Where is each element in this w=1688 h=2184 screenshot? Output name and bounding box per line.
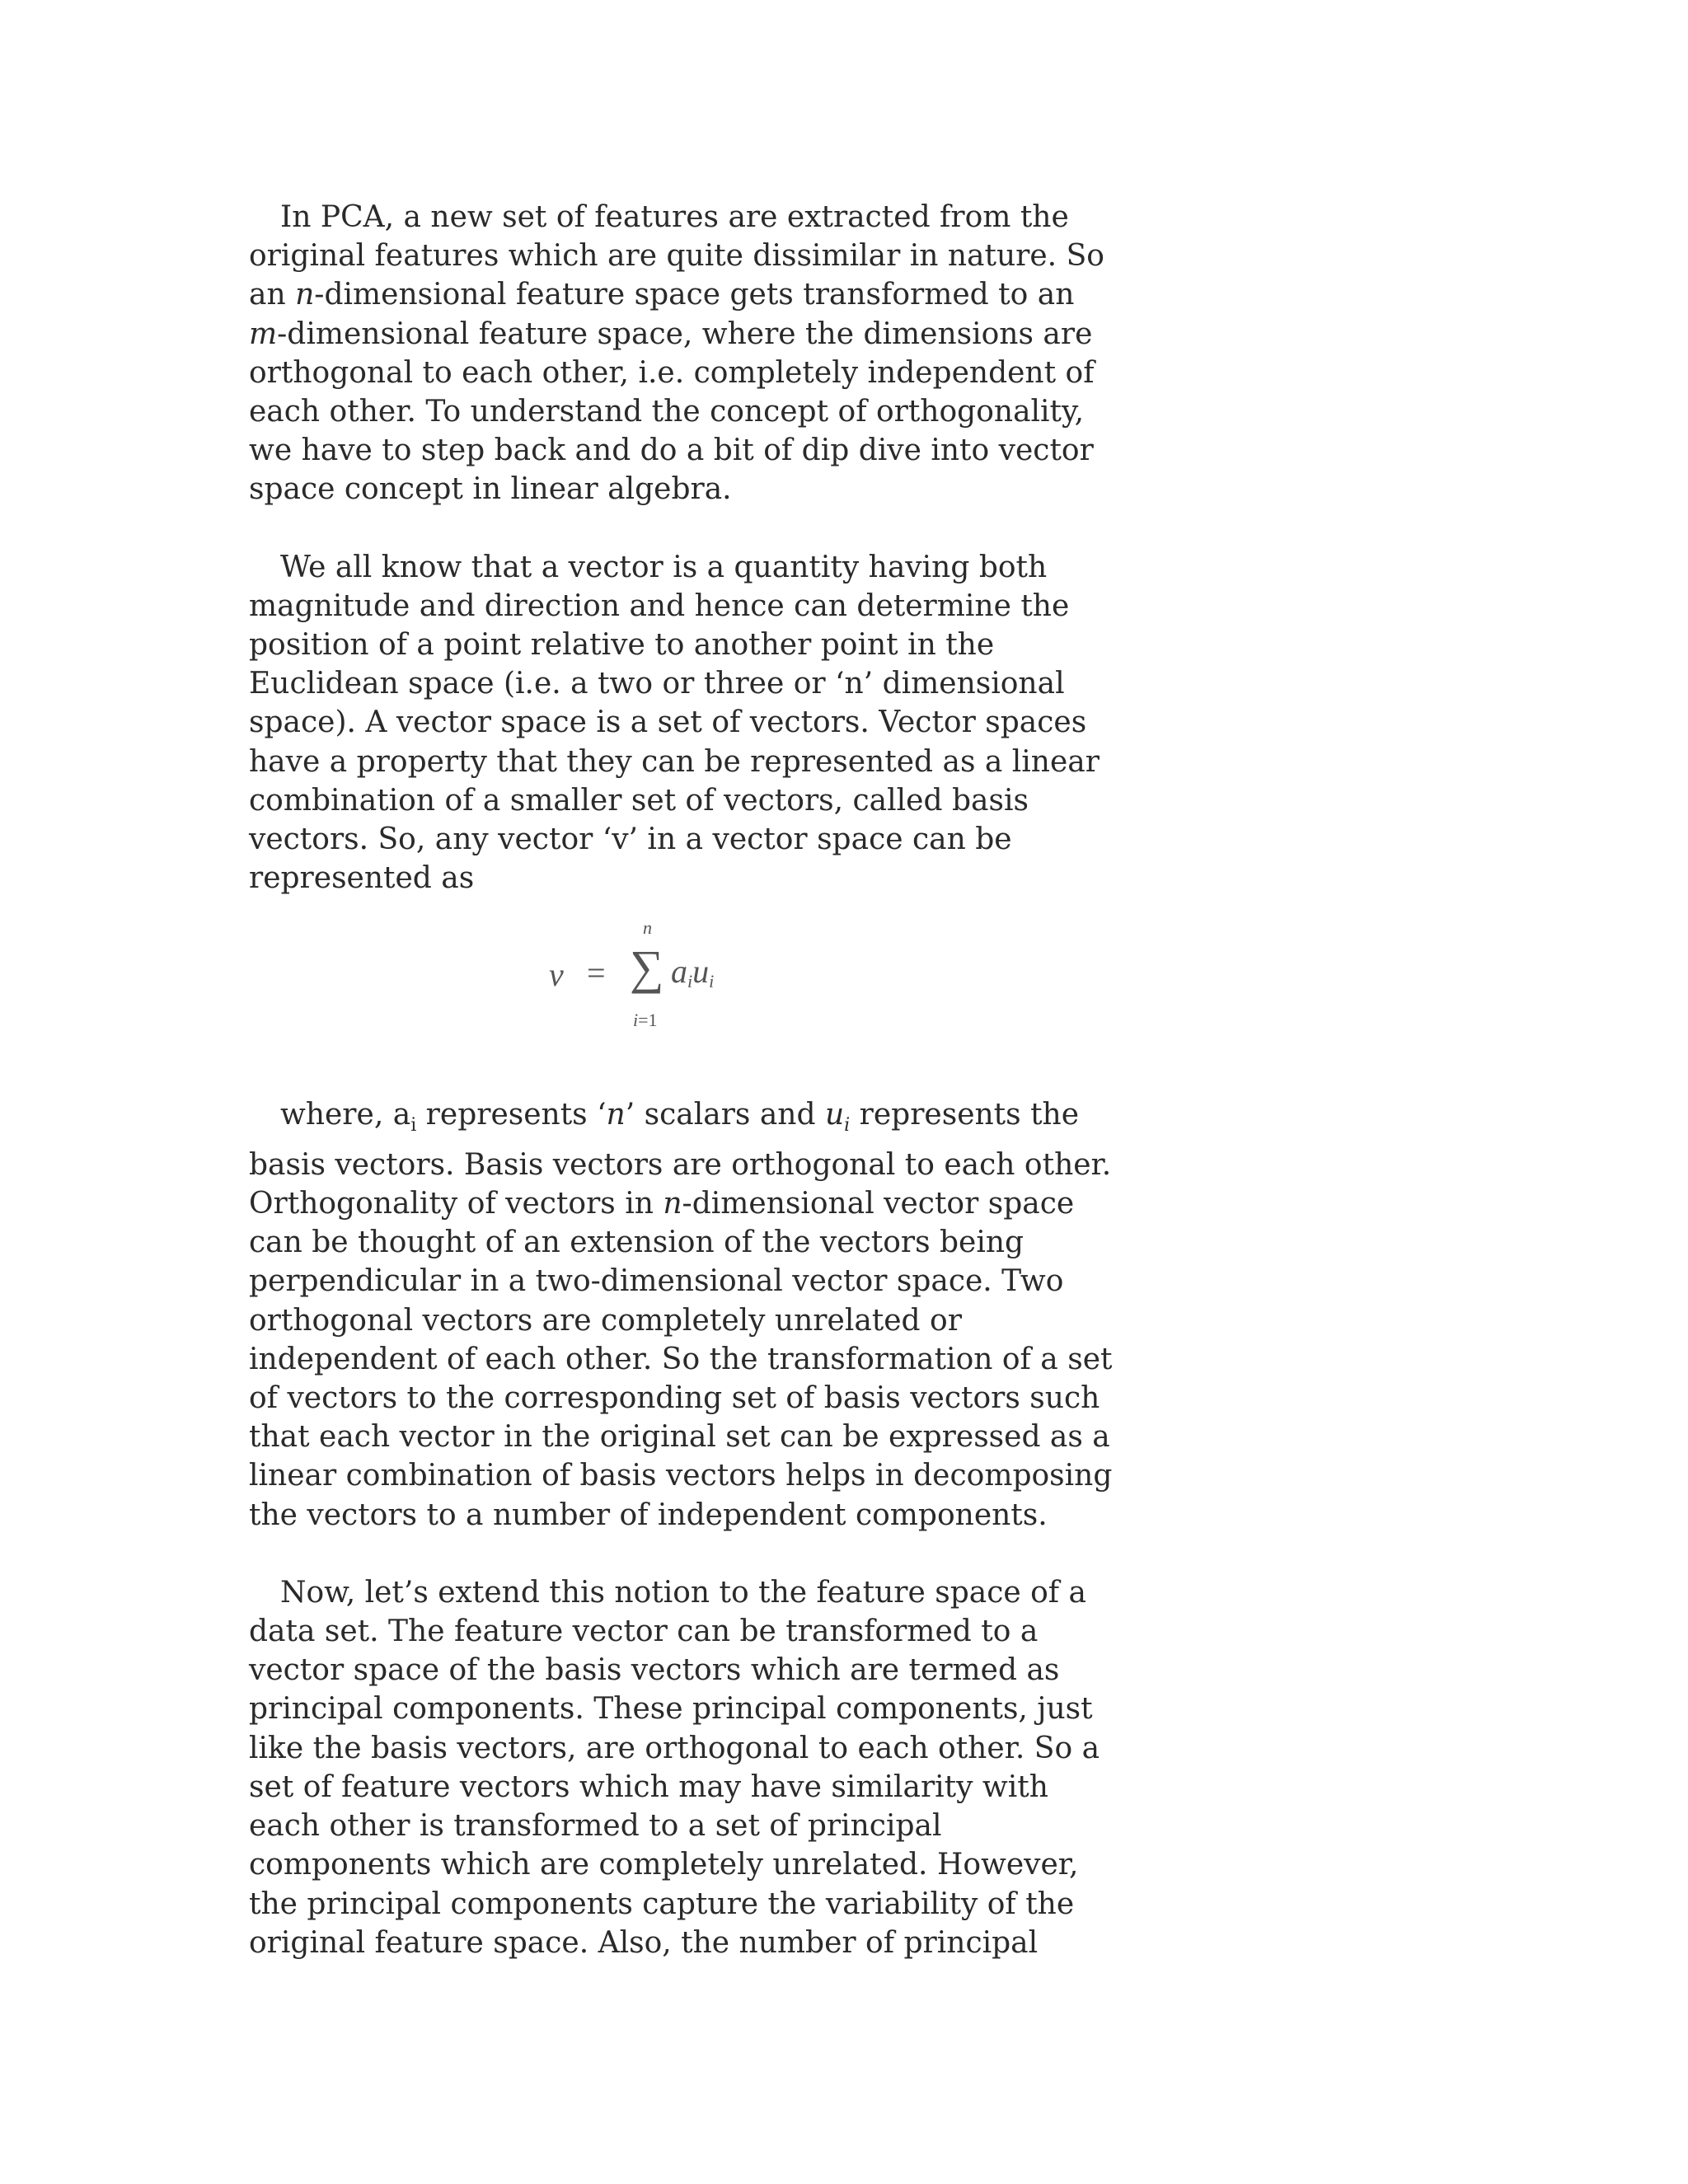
text-line: we have to step back and do a bit of dip dive into vector: [249, 434, 1094, 468]
text-line: each other is transformed to a set of principal: [249, 1809, 942, 1844]
text-line: We all know that a vector is a quantity having both: [280, 550, 1048, 584]
text-line: the principal components capture the variability of the: [249, 1886, 1075, 1921]
text-line: data set. The feature vector can be transformed to a: [249, 1615, 1039, 1649]
text-line: each other. To understand the concept of orthogonality,: [249, 395, 1085, 429]
sum-upper-limit: n: [643, 917, 652, 939]
text-line: an n-dimensional feature space gets transformed to an: [249, 278, 1075, 312]
summation-term: [671, 952, 714, 992]
text-line: orthogonal to each other, i.e. completely independent of: [249, 355, 1095, 390]
text-line: vectors. So, any vector ‘v’ in a vector space can be: [249, 823, 1012, 857]
text-line: set of feature vectors which may have similarity with: [249, 1769, 1048, 1804]
page-content: [249, 198, 1113, 1962]
text-line: where, $a_i$ represents ‘n’ scalars and $u_i$ represents the: [280, 1098, 1080, 1137]
text-line: Euclidean space (i.e. a two or three or ‘n’ dimensional: [249, 667, 1065, 701]
term-coefficient-subscript: i: [687, 971, 693, 992]
equation-linear-combination: [249, 898, 1040, 1095]
text-line: represented as: [249, 861, 475, 896]
text-line: linear combination of basis vectors helps in decomposing: [249, 1459, 1113, 1493]
summation-symbol: ∑: [630, 940, 664, 995]
paragraph-gap: [249, 509, 1040, 548]
text-line: Now, let’s extend this notion to the feature space of a: [280, 1575, 1087, 1610]
text-line: vector space of the basis vectors which are termed as: [249, 1653, 1060, 1688]
text-line: of vectors to the corresponding set of basis vectors such: [249, 1381, 1100, 1416]
text-line: like the basis vectors, are orthogonal to each other. So a: [249, 1731, 1100, 1765]
text-line: that each vector in the original set can be expressed as a: [249, 1420, 1110, 1455]
text-line: the vectors to a number of independent components.: [249, 1497, 1048, 1532]
text-line: m-dimensional feature space, where the dimensions are: [249, 316, 1093, 351]
text-line: basis vectors. Basis vectors are orthogonal to each other.: [249, 1147, 1112, 1182]
text-line: original feature space. Also, the number of principal: [249, 1925, 1039, 1960]
sum-index: i: [633, 1010, 639, 1031]
text-line: space). A vector space is a set of vectors. Vector spaces: [249, 705, 1087, 740]
text-line: magnitude and direction and hence can determine the: [249, 588, 1070, 623]
text-line: perpendicular in a two-dimensional vector space. Two: [249, 1264, 1064, 1299]
term-vector-subscript: i: [709, 971, 715, 992]
text-line: combination of a smaller set of vectors, called basis: [249, 783, 1029, 818]
text-line: position of a point relative to another point in the: [249, 628, 995, 663]
text-line: space concept in linear algebra.: [249, 472, 732, 507]
text-line: can be thought of an extension of the vectors being: [249, 1226, 1025, 1260]
term-coefficient: a: [671, 953, 687, 991]
equation-equals: =: [587, 954, 606, 992]
term-vector: u: [692, 953, 710, 991]
text-line: have a property that they can be represented as a linear: [249, 744, 1100, 779]
text-line: original features which are quite dissimilar in nature. So: [249, 239, 1104, 274]
paragraph-basis-vectors: [249, 1095, 1113, 1534]
text-line: Orthogonality of vectors in n-dimensional vector space: [249, 1187, 1075, 1221]
paragraph-principal-components: [249, 1573, 1100, 1962]
paragraph-gap: [249, 1535, 1040, 1573]
text-line: orthogonal vectors are completely unrelated or: [249, 1303, 962, 1338]
paragraph-pca-intro: [249, 198, 1104, 509]
text-line: independent of each other. So the transformation of a set: [249, 1342, 1113, 1376]
paragraph-vector-definition: [249, 548, 1100, 898]
equation-lhs: v: [549, 956, 564, 994]
sum-lower-limit: [633, 1010, 658, 1031]
text-line: principal components. These principal components, just: [249, 1692, 1093, 1727]
sum-start: =1: [638, 1010, 658, 1031]
text-line: components which are completely unrelated. However,: [249, 1848, 1079, 1882]
text-line: In PCA, a new set of features are extracted from the: [280, 200, 1069, 234]
